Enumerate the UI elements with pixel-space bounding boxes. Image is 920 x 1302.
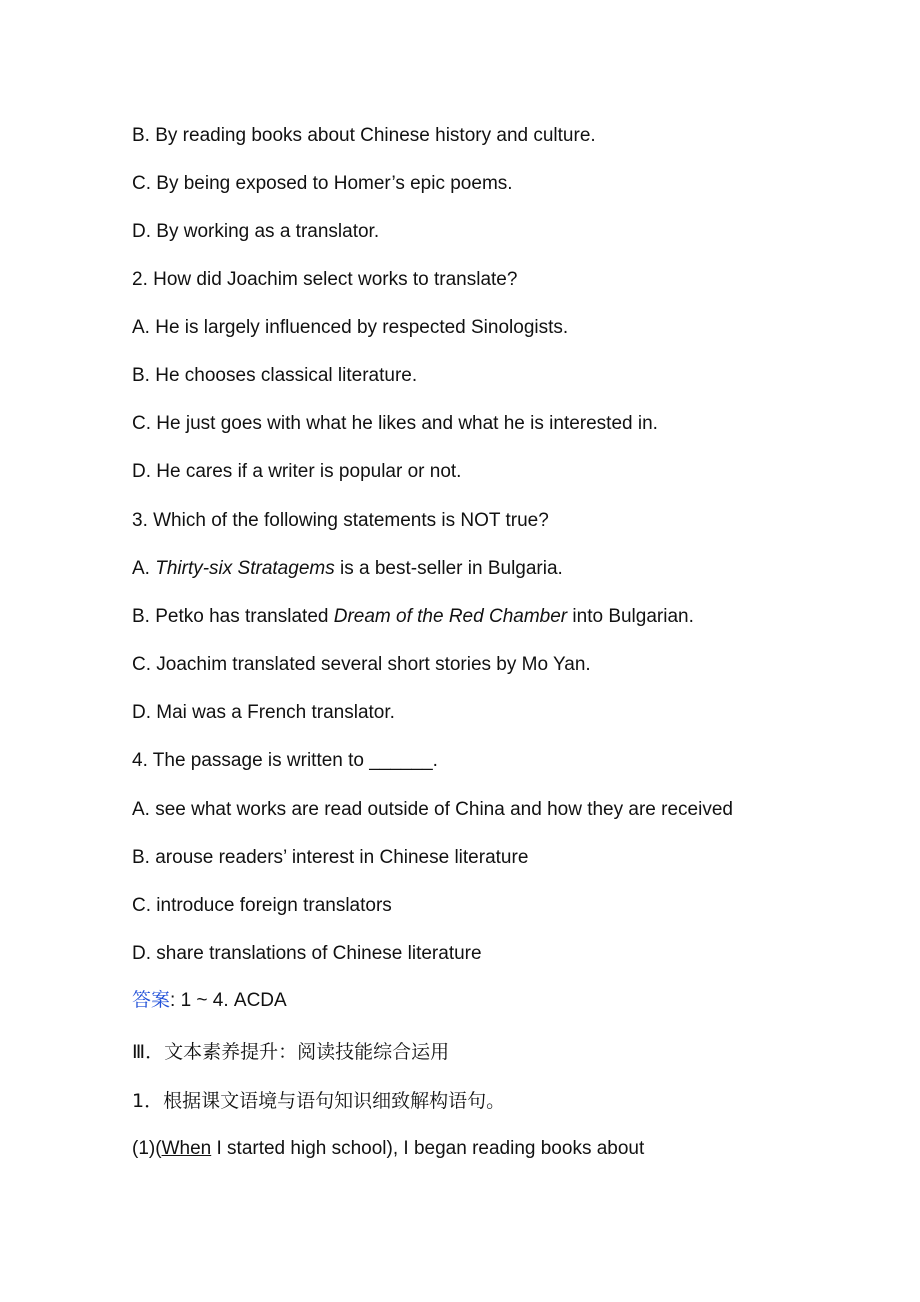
q4-option-d: D. share translations of Chinese literature bbox=[132, 943, 482, 964]
q3-option-b-title: Dream of the Red Chamber bbox=[333, 606, 568, 627]
answer-line bbox=[132, 988, 287, 1013]
q3-option-b-prefix: B. Petko has translated bbox=[132, 606, 334, 627]
q3-question: 3. Which of the following statements is NOT true? bbox=[132, 510, 549, 531]
q2-option-a: A. He is largely influenced by respected Sinologists. bbox=[132, 317, 569, 338]
sentence-rest: I started high school), I began reading books about bbox=[211, 1138, 645, 1159]
q4-option-b: B. arouse readers’ interest in Chinese literature bbox=[132, 847, 529, 868]
answer-text: : 1 ~ 4. ACDA bbox=[170, 990, 287, 1011]
example-sentence bbox=[132, 1137, 644, 1161]
sentence-underlined-word: When bbox=[161, 1138, 212, 1159]
q2-question: 2. How did Joachim select works to translate? bbox=[132, 269, 518, 290]
q3-option-a bbox=[132, 557, 563, 581]
q1-option-d: D. By working as a translator. bbox=[132, 221, 380, 242]
q2-option-b: B. He chooses classical literature. bbox=[132, 365, 418, 386]
q3-option-b-rest: into Bulgarian. bbox=[567, 606, 694, 627]
q2-option-d: D. He cares if a writer is popular or not. bbox=[132, 461, 462, 482]
q3-option-c: C. Joachim translated several short stories by Mo Yan. bbox=[132, 654, 591, 675]
q3-option-a-title: Thirty-six Stratagems bbox=[155, 558, 335, 579]
q4-option-c: C. introduce foreign translators bbox=[132, 895, 392, 916]
q3-option-b bbox=[132, 605, 694, 629]
section-heading: Ⅲ．文本素养提升：阅读技能综合运用 bbox=[132, 1041, 450, 1063]
q3-option-d: D. Mai was a French translator. bbox=[132, 702, 395, 723]
q4-option-a: A. see what works are read outside of China and how they are received bbox=[132, 799, 733, 820]
section-item-1: 1．根据课文语境与语句知识细致解构语句。 bbox=[132, 1090, 506, 1112]
q1-option-b: B. By reading books about Chinese history and culture. bbox=[132, 125, 596, 146]
q3-option-a-rest: is a best-seller in Bulgaria. bbox=[334, 558, 563, 579]
answer-label: 答案 bbox=[132, 989, 171, 1011]
sentence-prefix: (1)( bbox=[132, 1138, 162, 1159]
q1-option-c: C. By being exposed to Homer’s epic poems. bbox=[132, 173, 513, 194]
q4-question: 4. The passage is written to ______. bbox=[132, 750, 438, 771]
q2-option-c: C. He just goes with what he likes and what he is interested in. bbox=[132, 413, 658, 434]
q3-option-a-prefix: A. bbox=[132, 558, 156, 579]
